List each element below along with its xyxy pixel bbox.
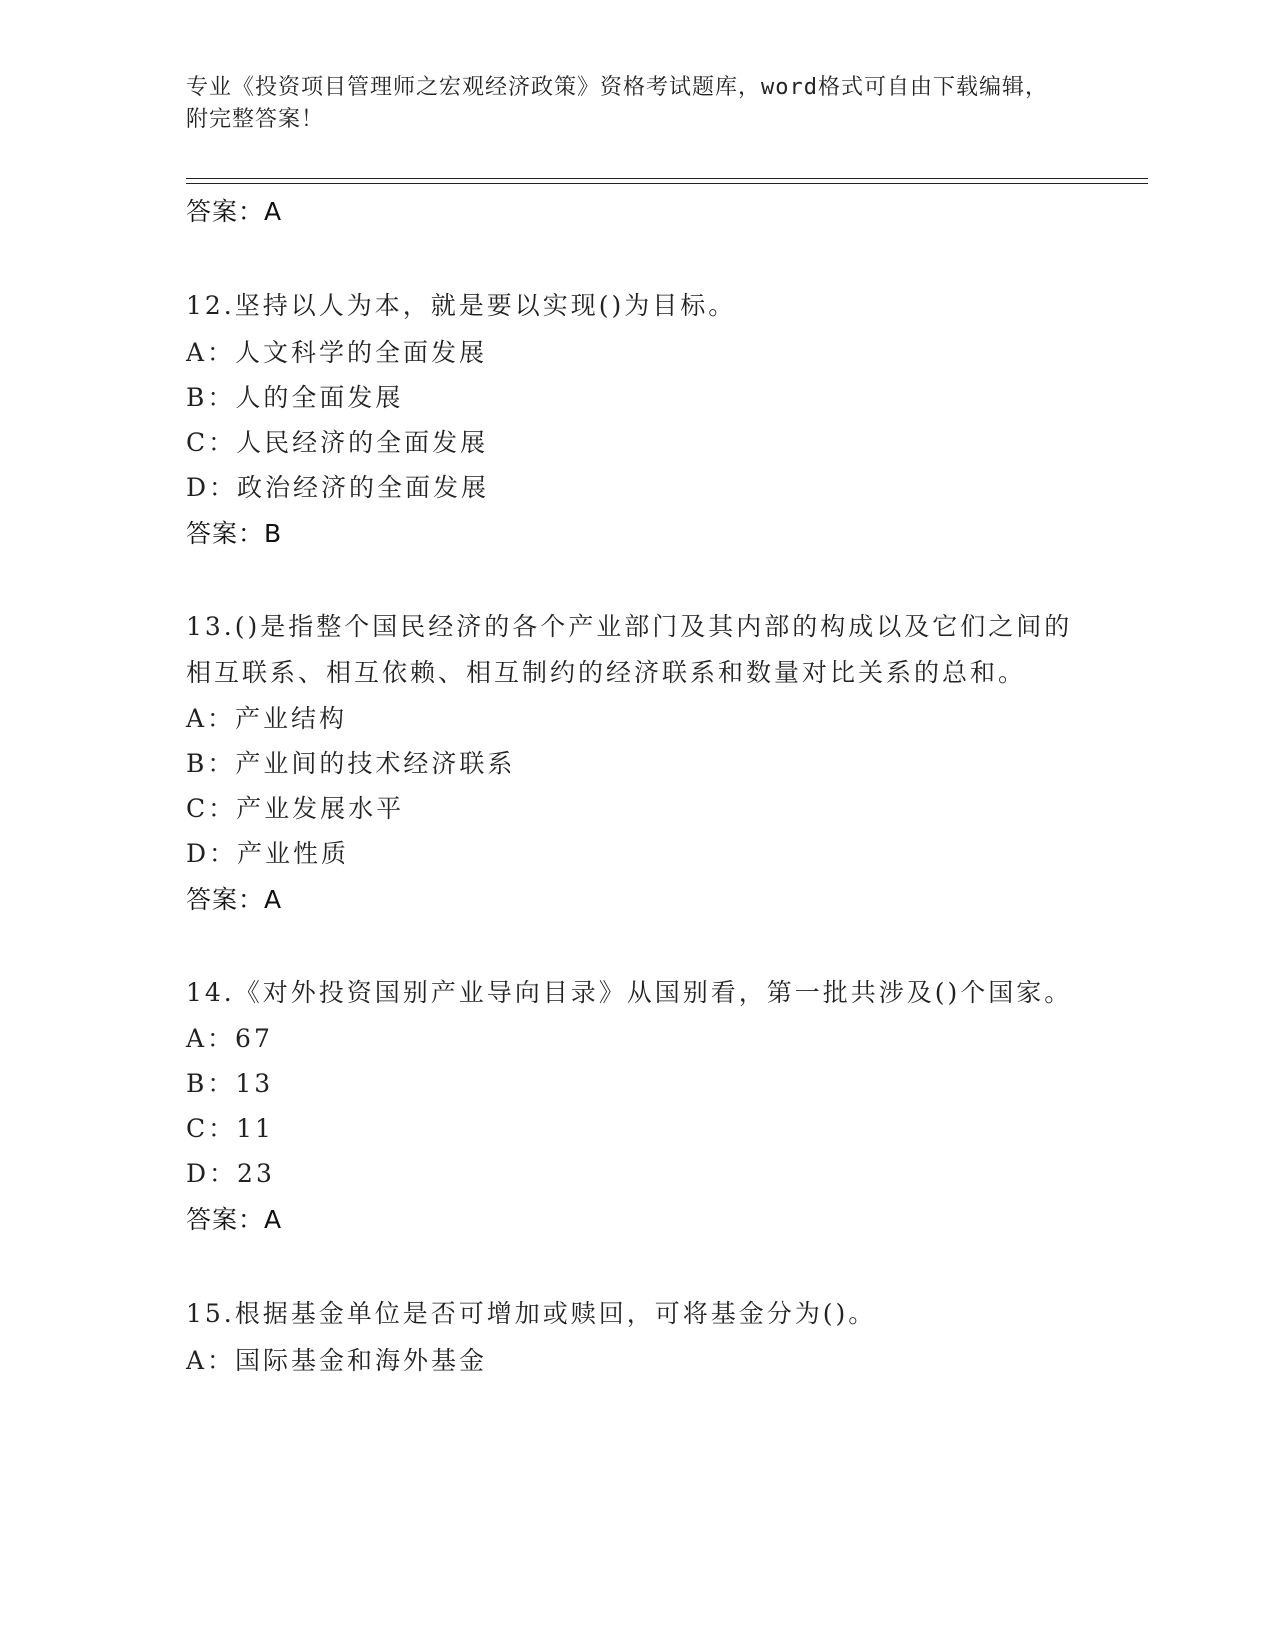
question-stem: 12.坚持以人为本，就是要以实现()为目标。 xyxy=(186,291,737,320)
question-stem: 14.《对外投资国别产业导向目录》从国别看，第一批共涉及()个国家。 xyxy=(186,978,1073,1007)
question-list xyxy=(186,188,1086,1383)
question-item xyxy=(186,282,1086,558)
header-rule-top xyxy=(186,178,1148,179)
question-item xyxy=(186,604,1086,924)
option-c: C：产业发展水平 xyxy=(186,794,405,823)
option-a: A：产业结构 xyxy=(186,704,348,733)
option-a: A：人文科学的全面发展 xyxy=(186,338,488,367)
option-c: C：人民经济的全面发展 xyxy=(186,428,489,457)
option-d: D：政治经济的全面发展 xyxy=(186,473,490,502)
document-header: 专业《投资项目管理师之宏观经济政策》资格考试题库，word格式可自由下载编辑，附完整答案！ xyxy=(186,75,1048,132)
option-c: C：11 xyxy=(186,1114,274,1143)
answer-line: 答案：A xyxy=(186,885,283,914)
option-b: B：人的全面发展 xyxy=(186,383,404,412)
question-stem: 13.()是指整个国民经济的各个产业部门及其内部的构成以及它们之间的相互联系、相互依赖、相互制约的经济联系和数量对比关系的总和。 xyxy=(186,612,1073,687)
option-d: D：产业性质 xyxy=(186,839,350,868)
option-a: A：国际基金和海外基金 xyxy=(186,1346,488,1375)
option-a: A：67 xyxy=(186,1024,273,1053)
question-stem: 15.根据基金单位是否可增加或赎回，可将基金分为()。 xyxy=(186,1299,877,1328)
option-b: B：13 xyxy=(186,1069,274,1098)
option-b: B：产业间的技术经济联系 xyxy=(186,749,516,778)
answer-line: 答案：B xyxy=(186,519,283,548)
answer-line: 答案：A xyxy=(186,1205,283,1234)
question-item xyxy=(186,1290,1086,1383)
question-item xyxy=(186,970,1086,1244)
answer-line: 答案：A xyxy=(186,197,283,226)
option-d: D：23 xyxy=(186,1159,275,1188)
header-rule-bottom xyxy=(186,183,1148,184)
